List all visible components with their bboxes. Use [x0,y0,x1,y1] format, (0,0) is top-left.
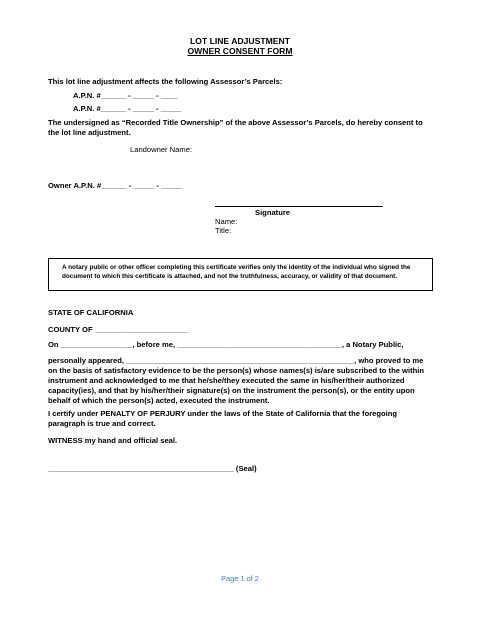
landowner-name-label: Landowner Name: [130,145,193,154]
county-line: COUNTY OF ______________________ [48,325,188,334]
owner-apn-line: Owner A.P.N. #______ - _____ - _____ [48,181,183,190]
seal-signature-line: ____________________________________________ (Seal) [48,464,257,473]
notary-notice-text: A notary public or other officer completing this certificate verifies only the identity of the individual who signed the document to which this certificate is attached, and not the truthfulness, accuracy, or validity of that document. [62,264,411,280]
notary-notice-box [48,258,433,291]
page-number: Page 1 of 2 [221,574,259,583]
signature-label: Signature [255,208,291,217]
apn-line-2: A.P.N. #______ - _____ - _____ [73,104,182,113]
signer-title-label: Title: [215,226,232,235]
apn-line-1: A.P.N. #______ - _____ - ____ [73,91,178,100]
parcels-intro: This lot line adjustment affects the following Assessor’s Parcels: [48,77,283,86]
form-title: LOT LINE ADJUSTMENT [190,36,290,46]
signature-line [215,206,383,207]
signer-name-label: Name: [215,217,238,226]
personally-appeared-paragraph: personally appeared, ______________________________________________________, who proved to me on the basis of satisfactory evidence to be the person(s) whose names(s) is/are subscribed to the within instrument and acknowledged to me that he/she/they executed the same in his/her/their authorized capacity(ies), and that by his/her/their signature(s) on the instrument the person(s), or the entity upon behalf of which the person(s) acted, executed the instrument. [48,356,424,405]
perjury-statement: I certify under PENALTY OF PERJURY under the laws of the State of California that the foregoing paragraph is true and correct. [48,409,398,428]
notary-date-line: On _________________, before me, _______________________________________, a Notary Public, [48,340,404,349]
state-line: STATE OF CALIFORNIA [48,308,134,317]
consent-statement: The undersigned as “Recorded Title Ownership” of the above Assessor’s Parcels, do hereby consent to the lot line adjustment. [48,118,423,137]
witness-line: WITNESS my hand and official seal. [48,436,178,445]
form-subtitle: OWNER CONSENT FORM [187,46,293,56]
